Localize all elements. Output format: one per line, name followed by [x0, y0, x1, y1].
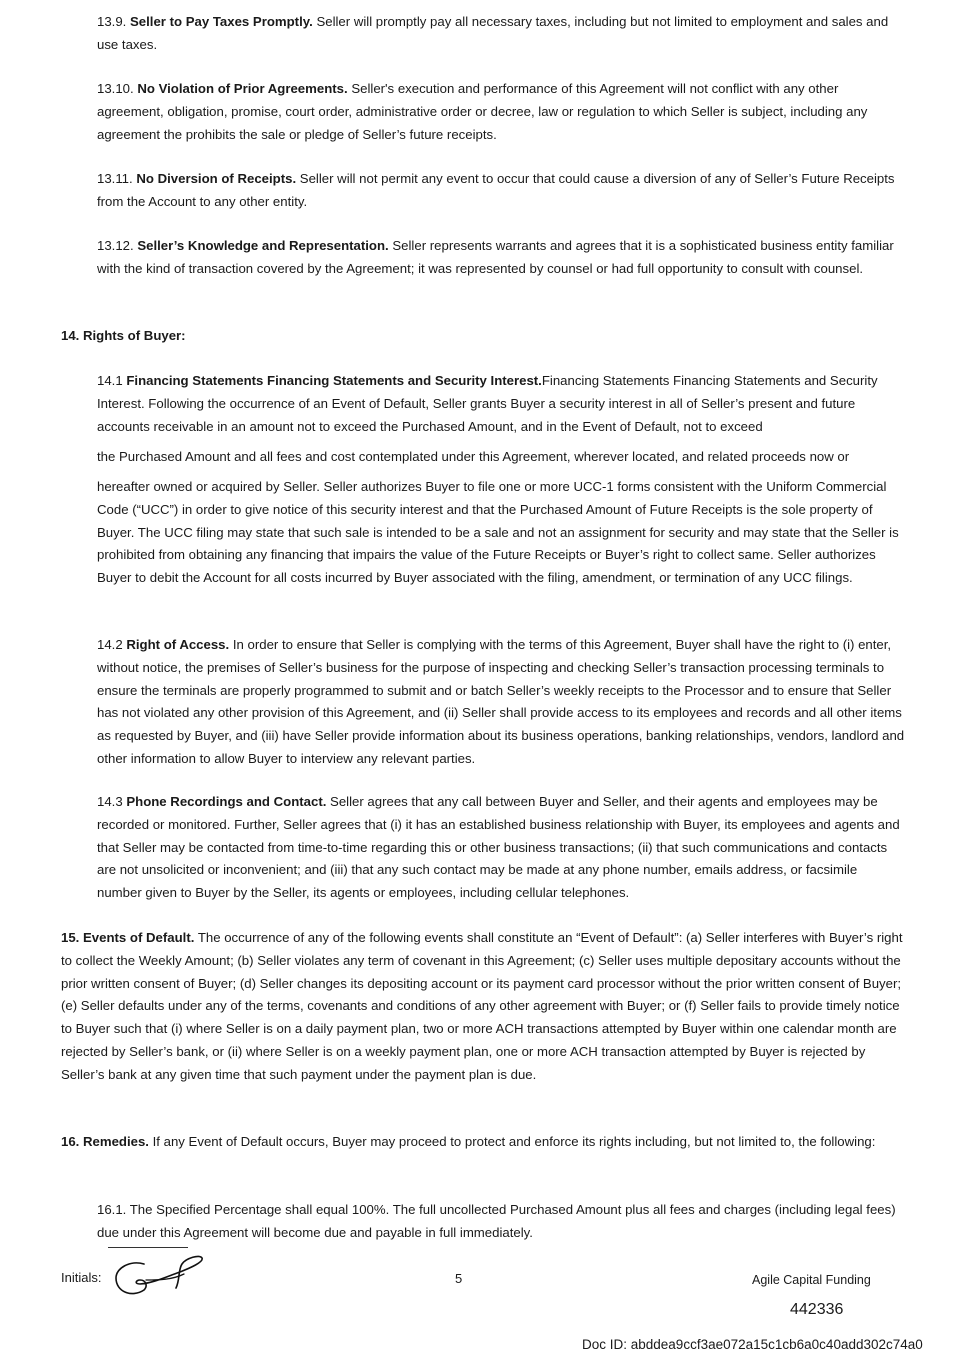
- section-14-1-part-c: hereafter owned or acquired by Seller. Seller authorizes Buyer to file one or more UCC-1 forms consistent with the Uniform Commercial Code (“UCC”) in order to give notice of this security interest and that the Purchased Amount of Future Receipts is the sole property of Buyer. The UCC filing may state that such sale is intended to be a sale and not an assignment for security and may state that the Seller is prohibited from obtaining any financing that impairs the value of the Future Receipts or Buyer’s right to collect same. Seller authorizes Buyer to debit the Account for all costs incurred by Buyer associated with the filing, amendment, or termination of any UCC filings.: [97, 479, 899, 586]
- section-number: 13.9.: [97, 14, 127, 29]
- section-13-9: [97, 11, 905, 57]
- section-number: 14.2: [97, 637, 123, 652]
- section-title: Seller to Pay Taxes Promptly.: [130, 14, 313, 29]
- section-title: Phone Recordings and Contact.: [126, 794, 327, 809]
- section-title: Financing Statements Financing Statements and Security Interest.: [126, 373, 542, 388]
- section-14-1-part-b: the Purchased Amount and all fees and cost contemplated under this Agreement, wherever located, and related proceeds now or: [97, 449, 850, 464]
- section-15: [61, 927, 905, 1087]
- section-text: If any Event of Default occurs, Buyer may proceed to protect and enforce its rights including, but not limited to, the following:: [152, 1134, 876, 1149]
- section-title: Right of Access.: [126, 637, 230, 652]
- section-13-11: [97, 168, 905, 214]
- section-text: The occurrence of any of the following events shall constitute an “Event of Default”: (a) Seller interferes with Buyer’s right to collect the Weekly Amount; (b) Seller violates any term of covenant in this Agreement; (c) Seller uses multiple depositary accounts without the prior written consent of Buyer; (d) Seller changes its depositing account or its payment card processor without the prior written consent of Buyer; (e) Seller defaults under any of the terms, covenants and conditions of any other agreement with Buyer; or (f) Seller fails to provide timely notice to Buyer such that (i) where Seller is on a daily payment plan, two or more ACH transactions attempted by Buyer within one calendar month are rejected by Seller’s bank, or (ii) where Seller is on a weekly payment plan, one or more ACH transaction attempted by Buyer is rejected by Seller’s bank at any given time that such payment under the payment plan is due.: [61, 930, 903, 1082]
- section-14-2: [97, 634, 905, 771]
- section-text: In order to ensure that Seller is complying with the terms of this Agreement, Buyer shall have the right to (i) enter, without notice, the premises of Seller’s business for the purpose of inspecting and checking Seller’s transaction processing terminals to ensure the terminals are properly programmed to submit and or batch Seller’s weekly receipts to the Processor and to ensure that Seller has not violated any other provision of this Agreement, and (ii) Seller shall provide access to its employees and records and all other items as requested by Buyer, and (iii) have Seller provide information about its business operations, banking relationships, vendors, landlord and other information to allow Buyer to interview any relevant parties.: [97, 637, 905, 766]
- section-number: 13.11.: [97, 171, 133, 186]
- section-text: Seller represents warrants and agrees that it is a sophisticated business entity familiar with the kind of transaction covered by the Agreement; it was represented by counsel or had full opportunity to consult with counsel.: [97, 238, 894, 276]
- doc-id: Doc ID: abddea9ccf3ae072a15c1cb6a0c40add302c74a0: [582, 1337, 923, 1352]
- signature-line: [108, 1247, 188, 1248]
- section-text: Seller will promptly pay all necessary taxes, including but not limited to employment and sales and use taxes.: [97, 14, 889, 52]
- section-number: 14.1: [97, 373, 123, 388]
- initials-label: Initials:: [61, 1270, 102, 1285]
- section-text: Seller's execution and performance of this Agreement will not conflict with any other agreement, obligation, promise, court order, administrative order or decree, law or regulation to which Seller is subject, including any agreement the prohibits the sale or pledge of Seller’s future receipts.: [97, 81, 868, 142]
- section-title: 16. Remedies.: [61, 1134, 149, 1149]
- page-number: 5: [455, 1271, 463, 1286]
- section-text: Seller agrees that any call between Buyer and Seller, and their agents and employees may be recorded or monitored. Further, Seller agrees that (i) it has an established business relationship with Buyer, its employees and agents and that Seller may be contacted from time-to-time regarding this or other business transactions; (ii) that such communications and contacts are not unsolicited or inconvenient; and (iii) that any such contact may be made at any phone number, emails address, or facsimile number given to Buyer by the Seller, its agents or employees, including cellular telephones.: [97, 794, 900, 901]
- section-text: Financing Statements Financing Statements and Security Interest. Following the occurrence of an Event of Default, Seller grants Buyer a security interest in all of Seller’s present and future accounts receivable in an amount not to exceed the Purchased Amount, and in the Event of Default, not to exceed: [97, 373, 878, 434]
- section-13-10: [97, 78, 905, 146]
- section-16: [61, 1131, 905, 1154]
- section-14-heading: 14. Rights of Buyer:: [61, 328, 186, 343]
- section-title: Seller’s Knowledge and Representation.: [137, 238, 389, 253]
- section-title: No Diversion of Receipts.: [136, 171, 297, 186]
- section-14-1-part-a: [97, 370, 905, 438]
- section-13-12: [97, 235, 905, 281]
- section-16-1: 16.1. The Specified Percentage shall equal 100%. The full uncollected Purchased Amount plus all fees and charges (including legal fees) due under this Agreement will become due and payable in full immediately.: [97, 1202, 896, 1240]
- section-14-3: [97, 791, 905, 905]
- company-name: Agile Capital Funding: [752, 1273, 871, 1287]
- document-code: 442336: [790, 1301, 844, 1318]
- section-number: 13.10.: [97, 81, 134, 96]
- initials-signature: [110, 1250, 210, 1302]
- section-title: No Violation of Prior Agreements.: [137, 81, 348, 96]
- section-title: 15. Events of Default.: [61, 930, 195, 945]
- section-text: Seller will not permit any event to occur that could cause a diversion of any of Seller’s Future Receipts from the Account to any other entity.: [97, 171, 895, 209]
- section-number: 14.3: [97, 794, 123, 809]
- section-number: 13.12.: [97, 238, 134, 253]
